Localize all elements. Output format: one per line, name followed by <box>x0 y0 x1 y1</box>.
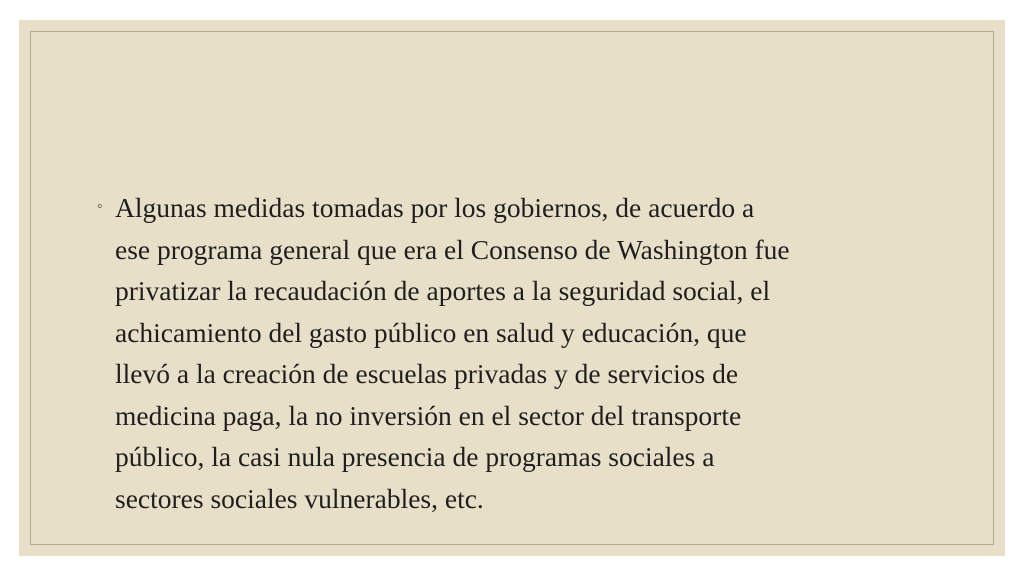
paragraph-line: Algunas medidas tomadas por los gobiernos, de acuerdo a <box>115 192 755 223</box>
paragraph-line: medicina paga, la no inversión en el sector del transporte <box>115 399 742 431</box>
paragraph-line: achicamiento del gasto público en salud y educación, que <box>115 316 747 348</box>
paragraph-line: llevó a la creación de escuelas privadas y de servicios de <box>115 358 739 389</box>
paragraph-line: privatizar la recaudación de aportes a la seguridad social, el <box>115 275 771 306</box>
paragraph-line: público, la casi nula presencia de programas sociales a <box>115 441 715 472</box>
bullet-icon: ◦ <box>97 198 103 215</box>
paragraph-line: ese programa general que era el Consenso de Washington fue <box>115 233 790 265</box>
paragraph-line: sectores sociales vulnerables, etc. <box>115 482 484 514</box>
slide <box>19 20 1005 556</box>
bullet-item <box>97 187 917 519</box>
bullet-paragraph <box>115 187 917 519</box>
